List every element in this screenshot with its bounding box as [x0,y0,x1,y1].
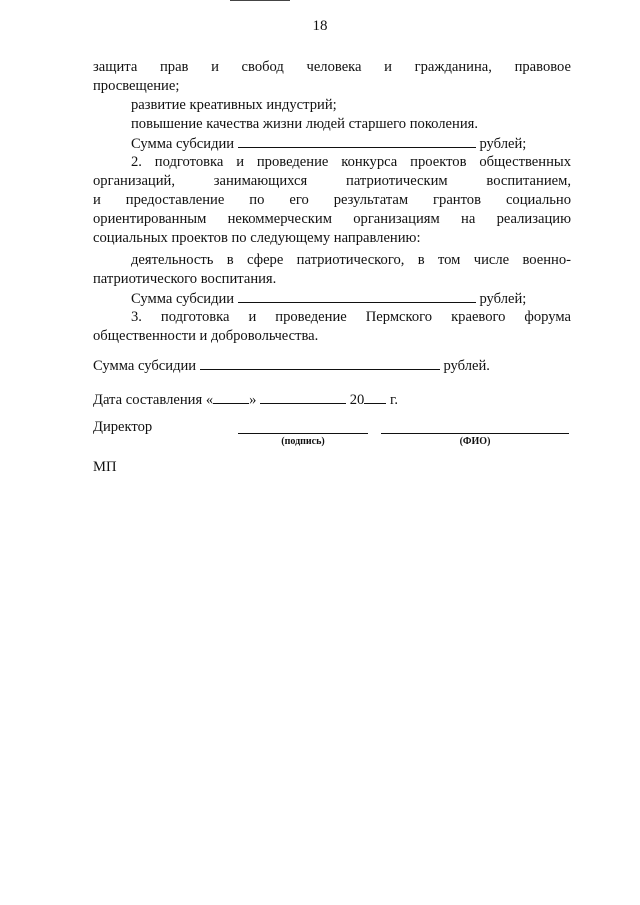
item3-line-1: 3. подготовка и проведение Пермского краевого форума [131,309,571,325]
date-day-blank [213,390,249,404]
director-label: Директор [93,419,153,435]
item2-line-2: организаций, занимающихся патриотическим воспитанием, [93,173,571,189]
subsidy-line-2 [131,289,571,309]
text-line-4: повышение качества жизни людей старшего поколения. [131,116,479,132]
top-edge-line [230,0,290,1]
total-currency: рублей. [443,358,490,374]
date-year-suffix: г. [389,392,398,408]
item2-line-1: 2. подготовка и проведение конкурса проектов общественных [131,154,571,170]
subsidy-amount-blank [238,289,476,303]
date-month-blank [260,390,346,404]
total-subsidy-line [93,356,571,376]
item2-line-4: ориентированным некоммерческим организациям на реализацию [93,211,571,227]
date-line [93,390,571,410]
fio-caption: (ФИО) [459,436,491,447]
subsidy-label: Сумма субсидии [131,291,235,307]
date-year-blank [364,390,386,404]
total-subsidy-label: Сумма субсидии [93,358,197,374]
subsidy-label: Сумма субсидии [131,136,235,152]
signature-line [238,433,368,434]
text-line-2: просвещение; [93,78,180,94]
signature-caption: (подпись) [281,436,325,447]
text-line-3: развитие креативных индустрий; [131,97,337,113]
subsidy-amount-blank [238,134,476,148]
date-close-quote: » [249,392,257,408]
text-line-1: защита прав и свобод человека и гражданина, правовое [93,59,571,75]
direction-line-2: патриотического воспитания. [93,271,277,287]
item2-line-3: и предоставление по его результатам грантов социально [93,192,571,208]
fio-line [381,433,569,434]
item3-line-2: общественности и добровольчества. [93,328,319,344]
subsidy-line-1 [131,134,571,154]
page-number: 18 [312,18,328,34]
total-amount-blank [200,356,440,370]
stamp-placeholder: МП [93,459,117,475]
date-year-prefix: 20 [349,392,365,408]
subsidy-currency: рублей; [479,291,527,307]
item2-line-5: социальных проектов по следующему направлению: [93,230,421,246]
direction-line-1: деятельность в сфере патриотического, в том числе военно- [131,252,571,268]
subsidy-currency: рублей; [479,136,527,152]
date-label: Дата составления « [93,392,214,408]
